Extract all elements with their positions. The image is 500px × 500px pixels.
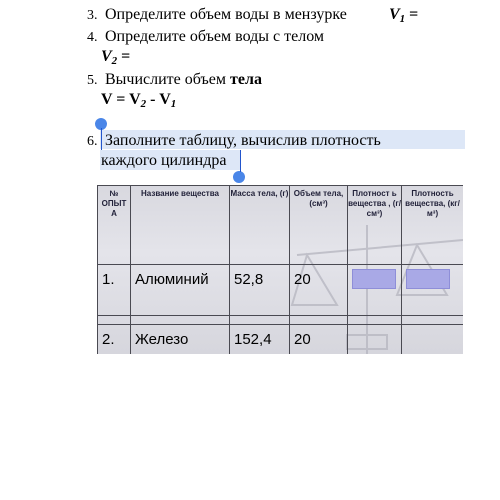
instruction-3-formula [389, 6, 418, 28]
row-number: 2. [98, 325, 131, 355]
answer-box[interactable] [352, 269, 396, 289]
instruction-5-number: 5. [87, 73, 98, 88]
header-experiment-number: № ОПЫТ А [98, 186, 131, 265]
table-row [98, 265, 464, 316]
row-mass: 52,8 [230, 265, 290, 316]
density-table-container [97, 185, 463, 354]
instruction-3-text: Определите объем воды в мензурке [105, 6, 347, 23]
row-density-g-cm3-cell[interactable] [348, 265, 402, 316]
row-substance: Алюминий [131, 265, 230, 316]
row-number: 1. [98, 265, 131, 316]
row-substance: Железо [131, 325, 230, 355]
row-density-kg-m3-cell[interactable] [402, 325, 464, 355]
instruction-6[interactable] [87, 132, 381, 151]
instruction-6-number: 6. [87, 134, 98, 149]
formula-subscript-b: 1 [170, 98, 177, 110]
header-density-kg-m3: Плотность вещества, (кг/м³) [402, 186, 464, 265]
selection-end-handle[interactable] [233, 171, 245, 183]
formula-subscript: 2 [111, 55, 118, 67]
formula-equals: = [405, 6, 419, 23]
formula-v-symbol: V [389, 6, 400, 23]
instruction-5-bold-word: тела [230, 71, 262, 88]
density-table [97, 185, 463, 354]
text-cursor-start [101, 128, 102, 150]
header-substance-name: Название вещества [131, 186, 230, 265]
header-mass: Масса тела, (г) [230, 186, 290, 265]
row-density-g-cm3-cell[interactable] [348, 325, 402, 355]
instruction-6-text-line2[interactable]: каждого цилиндра [101, 152, 227, 169]
instruction-5-formula [101, 91, 176, 113]
instruction-5-text: Вычислите объем [105, 71, 231, 88]
row-volume: 20 [290, 325, 348, 355]
formula-equals: = [117, 48, 131, 65]
formula-main: V = V [101, 91, 141, 108]
instruction-5 [87, 71, 262, 90]
formula-subscript-a: 2 [140, 98, 147, 110]
table-row [98, 325, 464, 355]
instruction-4-number: 4. [87, 30, 98, 45]
row-mass: 152,4 [230, 325, 290, 355]
instruction-4-text: Определите объем воды с телом [105, 28, 325, 45]
table-spacer-row [98, 316, 464, 325]
text-cursor-end [240, 150, 241, 172]
instruction-3-number: 3. [87, 8, 98, 23]
instruction-6-text-line1[interactable]: Заполните таблицу, вычислив плотность [105, 132, 381, 149]
header-volume: Объем тела, (см³) [290, 186, 348, 265]
formula-subscript: 1 [399, 13, 406, 25]
answer-box[interactable] [406, 269, 450, 289]
header-density-g-cm3: Плотност ь вещества , (г/см³) [348, 186, 402, 265]
formula-v-symbol: V [101, 48, 112, 65]
instruction-4 [87, 28, 324, 47]
row-density-kg-m3-cell[interactable] [402, 265, 464, 316]
formula-minus: - V [146, 91, 171, 108]
instruction-6-line2[interactable] [101, 152, 226, 170]
row-volume: 20 [290, 265, 348, 316]
instruction-3 [87, 6, 347, 25]
instruction-4-formula [101, 48, 130, 70]
